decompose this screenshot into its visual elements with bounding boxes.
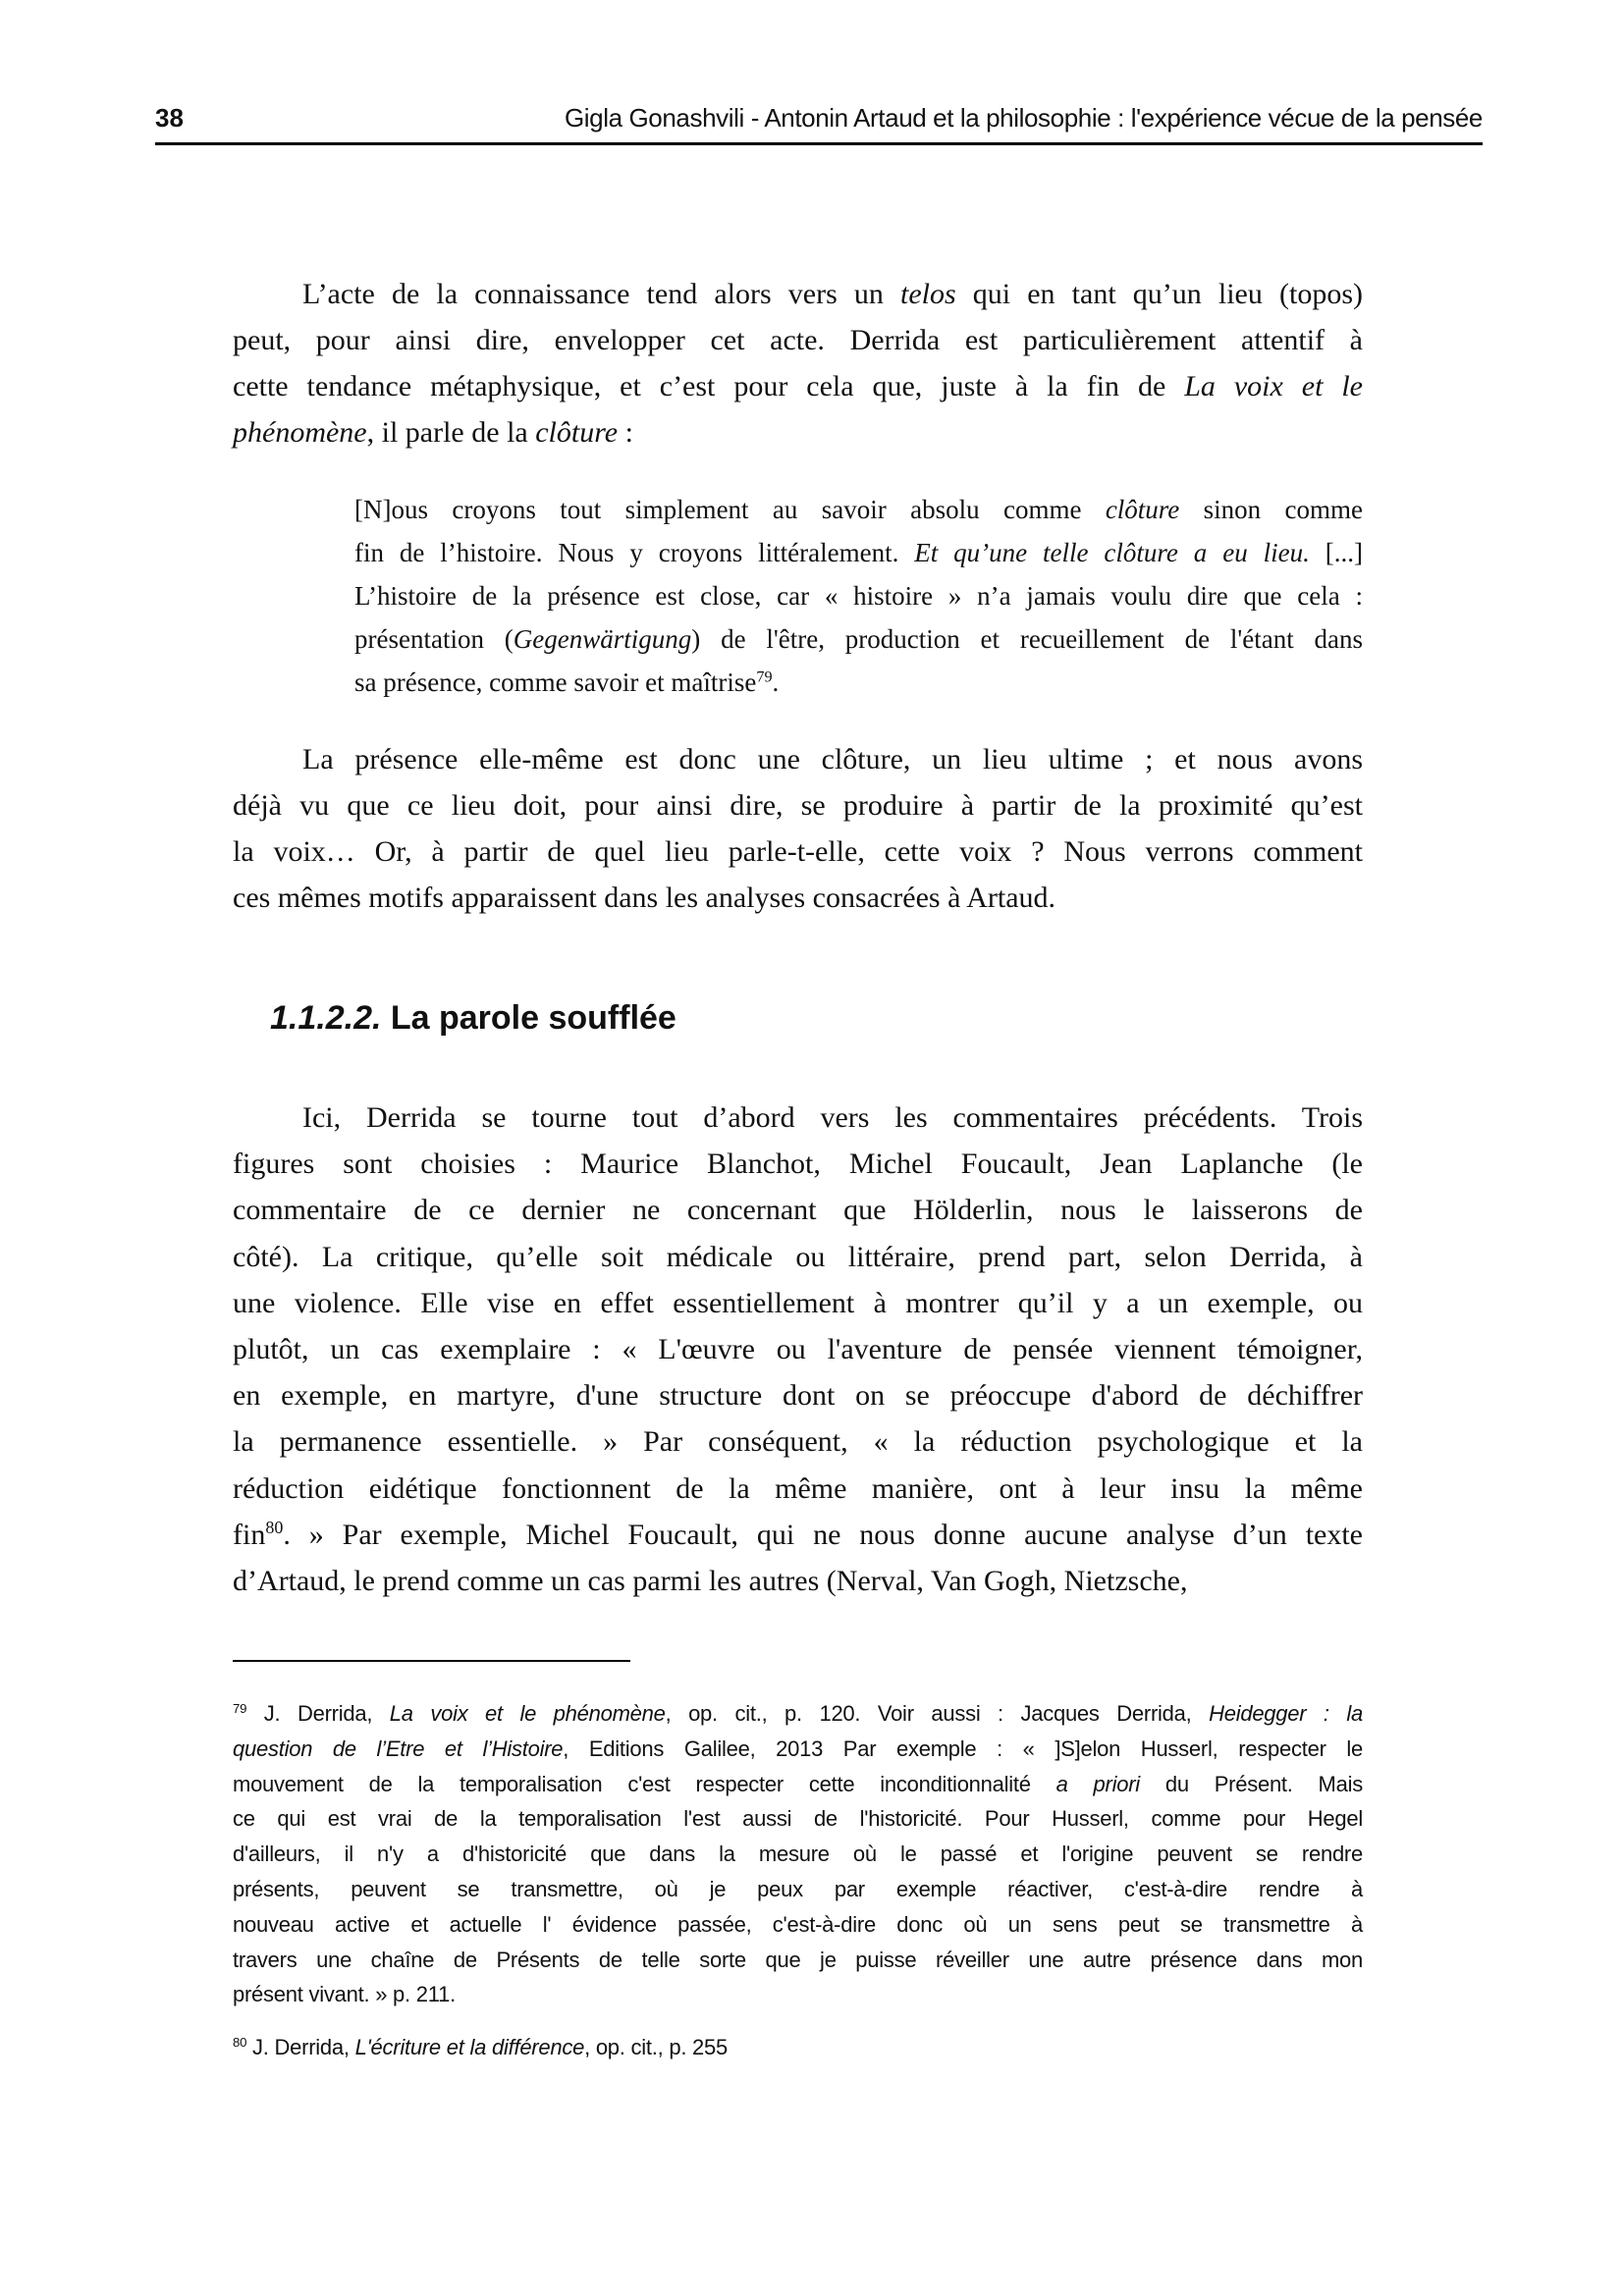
text-segment: ces mêmes motifs apparaissent dans les analyses consacrées à Artaud. [233, 881, 1056, 914]
text-line [233, 1372, 1363, 1418]
text-segment: sa présence, comme savoir et maîtrise [354, 667, 757, 697]
footnote-reference: 79 [233, 1701, 247, 1717]
footnote-reference: 80 [265, 1518, 284, 1538]
text-segment: L’histoire de la présence est close, car « histoire » n’a jamais voulu dire que cela : [354, 581, 1363, 611]
running-header-title: Gigla Gonashvili - Antonin Artaud et la philosophie : l'expérience vécue de la pensée [564, 103, 1483, 133]
italic-text: clôture [535, 416, 619, 449]
text-line [233, 1095, 1363, 1141]
text-line [233, 1837, 1363, 1872]
text-segment: Ici, Derrida se tourne tout d’abord vers les commentaires précédents. Trois [302, 1101, 1363, 1134]
paragraph-commentaires [233, 1095, 1363, 1604]
text-segment: commentaire de ce dernier ne concernant que Hölderlin, nous le laisserons de [233, 1194, 1363, 1227]
text-segment: la voix… Or, à partir de quel lieu parle-t-elle, cette voix ? Nous verrons comment [233, 835, 1363, 868]
text-segment: fin [233, 1518, 266, 1551]
text-segment: fin de l’histoire. Nous y croyons littéralement. [354, 538, 915, 567]
text-line [233, 1141, 1363, 1187]
text-segment: ce qui est vrai de la temporalisation l'est aussi de l'historicité. Pour Husserl, comme pour Hegel [233, 1806, 1363, 1832]
text-segment: du Présent. Mais [1139, 1771, 1364, 1796]
text-segment: L’acte de la connaissance tend alors vers un [302, 278, 900, 310]
italic-text: La voix et le [1184, 370, 1363, 402]
section-title: La parole soufflée [390, 999, 676, 1037]
block-quote-derrida [354, 488, 1363, 704]
footnote-80 [233, 2030, 1363, 2065]
text-segment: , il parle de la [366, 416, 536, 449]
italic-text: clôture [1105, 495, 1180, 524]
text-segment: , Editions Galilee, 2013 Par exemple : « ]S]elon Husserl, respecter le [563, 1735, 1363, 1761]
text-segment: mouvement de la temporalisation c'est respecter cette inconditionnalité [233, 1771, 1056, 1796]
text-line [233, 1280, 1363, 1326]
italic-text: Gegenwärtigung [513, 624, 692, 654]
text-segment: ) de l'être, production et recueillement de l'étant dans [691, 624, 1363, 654]
text-segment: sinon comme [1179, 495, 1364, 524]
italic-text: Et qu’une telle clôture a eu lieu. [914, 538, 1310, 567]
header-rule [155, 142, 1483, 145]
text-segment: figures sont choisies : Maurice Blanchot, Michel Foucault, Jean Laplanche (le [233, 1148, 1363, 1181]
text-segment: peut, pour ainsi dire, envelopper cet acte. Derrida est particulièrement attentif à [233, 324, 1363, 356]
text-line [233, 409, 1363, 455]
text-line [233, 317, 1363, 363]
text-line [233, 1801, 1363, 1837]
text-line [233, 271, 1363, 317]
text-segment: , op. cit., p. 255 [584, 2035, 729, 2059]
text-line [233, 1234, 1363, 1280]
text-segment: J. Derrida, [246, 2035, 355, 2059]
text-line [233, 828, 1363, 875]
text-line [233, 1558, 1363, 1604]
text-segment: [N]ous croyons tout simplement au savoir absolu comme [354, 495, 1106, 524]
text-line [233, 1907, 1363, 1943]
text-segment: qui en tant qu’un lieu (topos) [955, 278, 1363, 310]
italic-text: phénomène [233, 416, 367, 449]
text-segment: [...] [1309, 538, 1364, 567]
text-line [233, 1977, 1363, 2012]
text-line [233, 1767, 1363, 1802]
text-segment: La présence elle-même est donc une clôture, un lieu ultime ; et nous avons [302, 743, 1363, 775]
text-line [233, 1943, 1363, 1978]
text-line [233, 1872, 1363, 1907]
text-segment: une violence. Elle vise en effet essentiellement à montrer qu’il y a un exemple, ou [233, 1286, 1363, 1319]
text-segment: réduction eidétique fonctionnent de la même manière, ont à leur insu la même [233, 1471, 1363, 1505]
text-segment: présent vivant. » p. 211. [233, 1982, 456, 2007]
text-segment: , op. cit., p. 120. Voir aussi : Jacques Derrida, [665, 1701, 1210, 1726]
footnote-separator [233, 1660, 630, 1662]
text-segment: nouveau active et actuelle l' évidence passée, c'est-à-dire donc où un sens peut se transmettre à [233, 1911, 1363, 1937]
text-line [233, 1512, 1363, 1558]
text-line [233, 2030, 1363, 2065]
italic-text: a priori [1055, 1771, 1140, 1796]
text-segment: cette tendance métaphysique, et c’est pour cela que, juste à la fin de [233, 370, 1185, 402]
text-line [233, 1418, 1363, 1465]
italic-text: question de l’Etre et l’Histoire [233, 1735, 564, 1761]
text-segment: . » Par exemple, Michel Foucault, qui ne nous donne aucune analyse d’un texte [283, 1518, 1363, 1551]
text-line [233, 1696, 1363, 1732]
text-segment: travers une chaîne de Présents de telle sorte que je puisse réveiller une autre présence dans mon [233, 1947, 1363, 1972]
text-line [233, 782, 1363, 828]
text-segment: J. Derrida, [246, 1701, 390, 1726]
section-number: 1.1.2.2. [270, 999, 382, 1037]
text-line [233, 363, 1363, 409]
text-line [354, 617, 1363, 661]
italic-text: telos [899, 278, 956, 310]
text-line [354, 488, 1363, 531]
text-line [354, 574, 1363, 617]
text-line [233, 1466, 1363, 1512]
footnote-reference: 80 [233, 2035, 247, 2051]
text-segment: plutôt, un cas exemplaire : « L'œuvre ou l'aventure de pensée viennent témoigner, [233, 1333, 1363, 1366]
text-line [233, 736, 1363, 782]
paragraph-telos [233, 271, 1363, 455]
text-segment: . [772, 667, 780, 697]
italic-text: Heidegger : la [1209, 1701, 1363, 1726]
text-segment: d’Artaud, le prend comme un cas parmi les autres (Nerval, Van Gogh, Nietzsche, [233, 1565, 1188, 1598]
section-heading [270, 996, 676, 1040]
text-segment: présentation ( [354, 624, 514, 654]
italic-text: L'écriture et la différence [354, 2035, 585, 2059]
text-segment: d'ailleurs, il n'y a d'historicité que dans la mesure où le passé et l'origine peuvent se rendre [233, 1842, 1363, 1867]
text-segment: la permanence essentielle. » Par conséquent, « la réduction psychologique et la [233, 1425, 1363, 1459]
text-segment: en exemple, en martyre, d'une structure dont on se préoccupe d'abord de déchiffrer [233, 1379, 1363, 1413]
text-segment: déjà vu que ce lieu doit, pour ainsi dire, se produire à partir de la proximité qu’est [233, 789, 1363, 822]
italic-text: La voix et le phénomène [389, 1701, 666, 1726]
footnote-reference: 79 [756, 667, 773, 686]
paragraph-presence [233, 736, 1363, 921]
text-segment: : [618, 416, 633, 449]
text-segment: présents, peuvent se transmettre, où je peux par exemple réactiver, c'est-à-dire rendre à [233, 1876, 1363, 1901]
text-line [233, 1187, 1363, 1233]
text-segment: côté). La critique, qu’elle soit médicale ou littéraire, prend part, selon Derrida, à [233, 1240, 1363, 1273]
text-line [233, 1732, 1363, 1767]
text-line [233, 875, 1363, 921]
footnote-79 [233, 1696, 1363, 2012]
text-line [354, 661, 1363, 704]
page-number: 38 [155, 103, 184, 133]
text-line [354, 531, 1363, 574]
text-line [233, 1326, 1363, 1372]
